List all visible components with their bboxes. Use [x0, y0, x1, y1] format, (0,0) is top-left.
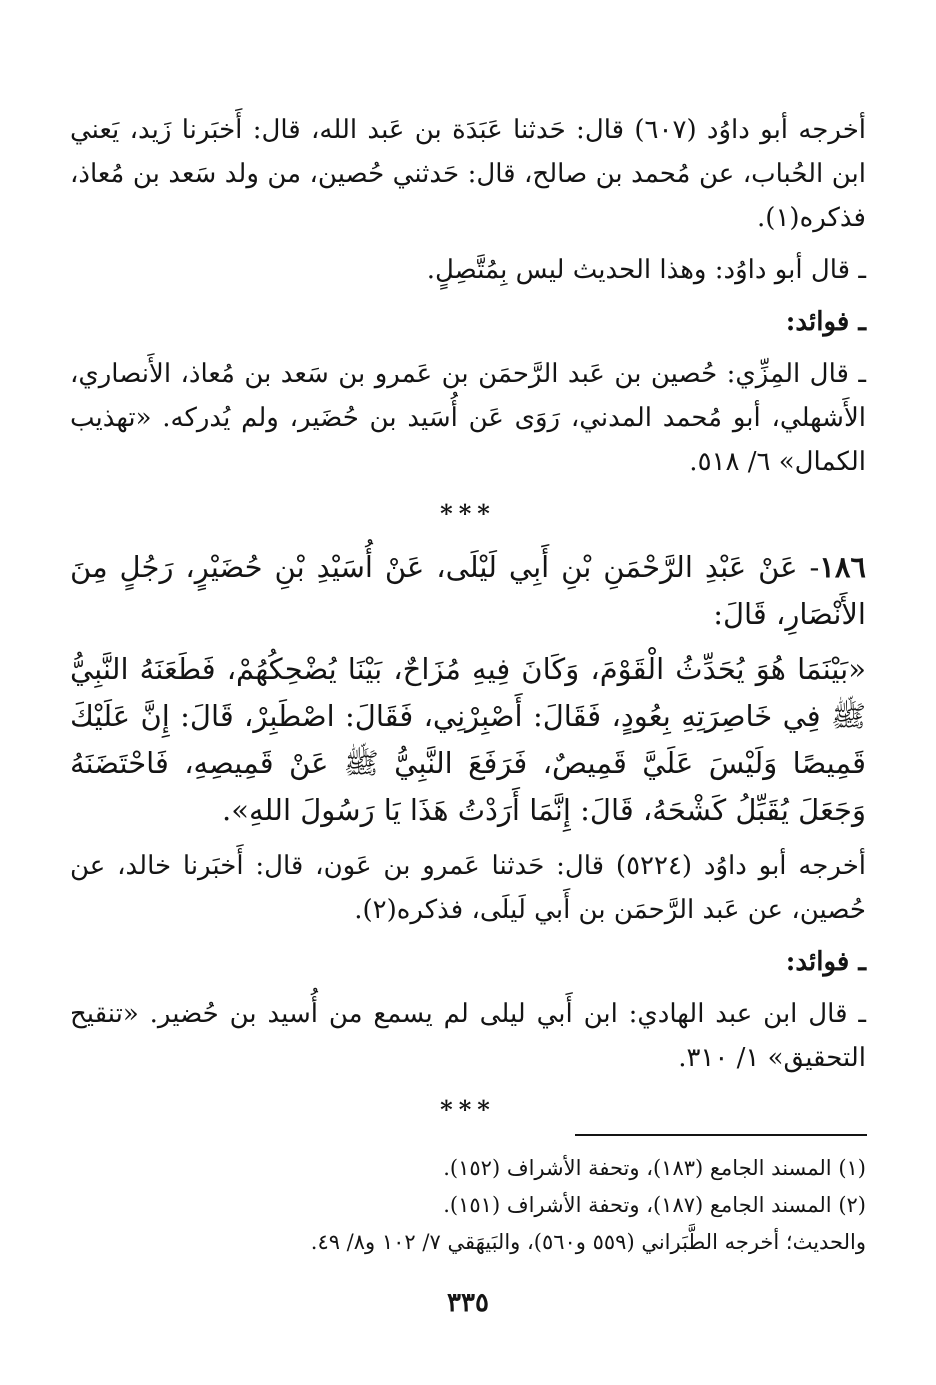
heading-fawaid-1: ـ فوائد: — [785, 307, 866, 337]
footnote-1: (١) المسند الجامع (١٨٣)، وتحفة الأشراف (١٥٢). — [443, 1156, 866, 1180]
section-separator-2: *** — [440, 1095, 496, 1124]
footnote-2: (٢) المسند الجامع (١٨٧)، وتحفة الأشراف (١٥١). — [443, 1193, 866, 1217]
hadith-chain-text: - عَنْ عَبْدِ الرَّحْمَنِ بْنِ أَبِي لَيْلَى، عَنْ أُسَيْدِ بْنِ حُضَيْرٍ، رَجُلٍ مِنَ الأَنْصَارِ، قَالَ: — [70, 550, 866, 631]
hadith-text: «بَيْنَمَا هُوَ يُحَدِّثُ الْقَوْمَ، وَكَانَ فِيهِ مُزَاحٌ، بَيْنَا يُضْحِكُهُمْ، فَطَعَنَهُ النَّبِيُّ ﷺ فِي خَاصِرَتِهِ بِعُودٍ، فَقَالَ: أَصْبِرْنِي، فَقَالَ: اصْطَبِرْ، قَالَ: إِنَّ عَلَيْكَ قَمِيصًا وَلَيْسَ عَلَيَّ قَمِيصٌ، فَرَفَعَ النَّبِيُّ ﷺ عَنْ قَمِيصِهِ، فَاحْتَضَنَهُ وَجَعَلَ يُقَبِّلُ كَشْحَهُ، قَالَ: إِنَّمَا أَرَدْتُ هَذَا يَا رَسُولَ اللهِ». — [70, 652, 866, 827]
page-body — [70, 108, 866, 1140]
paragraph-ibn-abd-al-hadi-note: ـ قال ابن عبد الهادي: ابن أَبي ليلى لم يسمع من أُسيد بن حُضير. «تنقيح التحقيق» ١/ ٣١٠. — [70, 999, 866, 1073]
footnote-3: والحديث؛ أخرجه الطَّبَراني (٥٥٩ و٥٦٠)، والبَيهَقي ٧/ ١٠٢ و٨/ ٤٩. — [310, 1230, 866, 1254]
paragraph-takhrij-1: أخرجه أبو داوُد (٦٠٧) قال: حَدثنا عَبَدَة بن عَبد الله، قال: أَخبَرنا زَيد، يَعني ابن الحُباب، عن مُحمد بن صالح، قال: حَدثني حُصين، من ولد سَعد بن مُعاذ، فذكره(١). — [70, 115, 867, 233]
paragraph-abu-dawud-comment: ـ قال أبو داوُد: وهذا الحديث ليس بِمُتَّصِلٍ. — [426, 255, 866, 285]
section-separator-1: *** — [440, 499, 496, 528]
paragraph-mizzi-note: ـ قال المِزِّي: حُصين بن عَبد الرَّحمَن بن عَمرو بن سَعد بن مُعاذ، الأَنصاري، الأَشهلي، أبو مُحمد المدني، رَوَى عَن أُسَيد بن حُضَير، ولم يُدركه. «تهذيب الكمال» ٦/ ٥١٨. — [70, 359, 866, 477]
footnote-divider — [575, 1134, 867, 1136]
paragraph-takhrij-2: أخرجه أبو داوُد (٥٢٢٤) قال: حَدثنا عَمرو بن عَون، قال: أَخبَرنا خالد، عن حُصين، عن عَبد الرَّحمَن بن أَبي لَيلَى، فذكره(٢). — [70, 851, 867, 925]
hadith-number: ١٨٦ — [819, 550, 866, 584]
hadith-chain — [70, 544, 866, 638]
page-number: ٣٣٥ — [447, 1288, 489, 1318]
heading-fawaid-2: ـ فوائد: — [785, 947, 866, 977]
footnotes — [130, 1150, 866, 1261]
